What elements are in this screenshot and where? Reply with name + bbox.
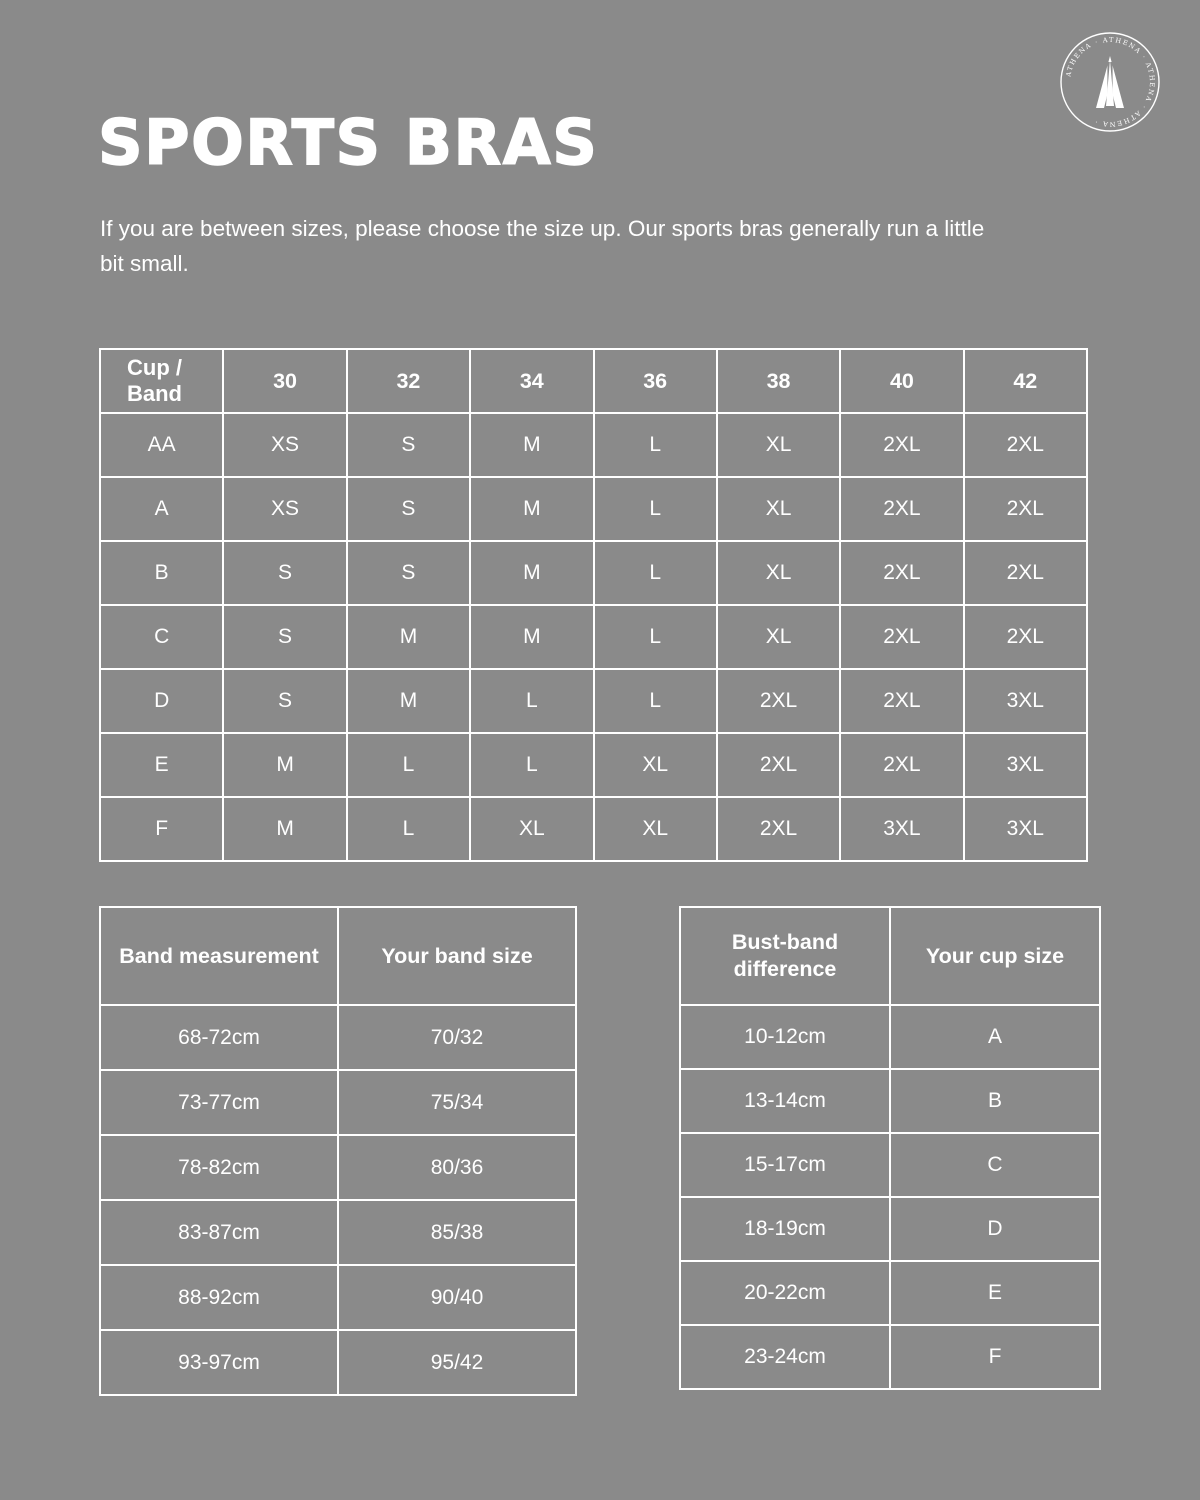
row-header-cup: F [100,797,223,861]
cell: M [470,541,593,605]
table-row [100,1070,576,1135]
cell: L [470,733,593,797]
cell: S [347,477,470,541]
cell: L [470,669,593,733]
table-row [100,541,1087,605]
table-row [680,1133,1100,1197]
cell: XL [717,541,840,605]
cell: 2XL [840,541,963,605]
cell: 2XL [717,669,840,733]
table-row [680,1261,1100,1325]
column-header-36: 36 [594,349,717,413]
cell: 10-12cm [680,1005,890,1069]
svg-text:ATHENA · ATHENA · ATHENA · ATH: ATHENA · ATHENA · ATHENA · ATHENA · [1064,35,1157,129]
cup-size-table [679,906,1101,1390]
column-header-40: 40 [840,349,963,413]
row-header-cup: A [100,477,223,541]
cell: M [347,669,470,733]
cell: XL [717,413,840,477]
table-header-row [100,349,1087,413]
cell: E [890,1261,1100,1325]
cell: C [890,1133,1100,1197]
cell: 2XL [840,413,963,477]
bust-band-difference-header: Bust-band difference [680,907,890,1005]
cell: 2XL [840,477,963,541]
cell: M [347,605,470,669]
cell: S [223,541,346,605]
your-cup-size-header: Your cup size [890,907,1100,1005]
cell: 78-82cm [100,1135,338,1200]
intro-text: If you are between sizes, please choose the size up. Our sports bras generally run a little bit small. [100,216,985,276]
cell: XS [223,413,346,477]
cup-size-container [679,906,1101,1390]
row-header-cup: B [100,541,223,605]
cell: XL [717,605,840,669]
column-header-32: 32 [347,349,470,413]
your-band-size-header: Your band size [338,907,576,1005]
row-header-cup: D [100,669,223,733]
table-row [100,669,1087,733]
table-row [100,477,1087,541]
table-row [100,733,1087,797]
cell: A [890,1005,1100,1069]
table-row [100,1265,576,1330]
size-grid-container [99,348,1088,862]
cell: L [594,669,717,733]
cell: 2XL [840,733,963,797]
cell: M [470,477,593,541]
cell: M [223,733,346,797]
cell: S [223,669,346,733]
band-measurement-header: Band measurement [100,907,338,1005]
athena-monogram-logo [1054,26,1166,138]
row-header-cup: E [100,733,223,797]
cell: XL [594,797,717,861]
cell: XS [223,477,346,541]
table-row [100,605,1087,669]
row-header-cup: C [100,605,223,669]
cell: M [470,413,593,477]
cell: S [347,413,470,477]
cell: B [890,1069,1100,1133]
table-row [100,413,1087,477]
cell: 2XL [717,797,840,861]
cell: 88-92cm [100,1265,338,1330]
table-row [680,1197,1100,1261]
table-row [680,1325,1100,1389]
table-row [100,1135,576,1200]
cell: 93-97cm [100,1330,338,1395]
table-row [680,1069,1100,1133]
cell: 75/34 [338,1070,576,1135]
cell: F [890,1325,1100,1389]
cell: XL [594,733,717,797]
column-header-42: 42 [964,349,1087,413]
table-header-row [100,907,576,1005]
page-title: SPORTS BRAS [98,106,599,179]
cell: XL [470,797,593,861]
cell: 2XL [964,413,1087,477]
cell: 2XL [964,605,1087,669]
cell: 68-72cm [100,1005,338,1070]
cell: L [347,797,470,861]
cell: 2XL [840,669,963,733]
cell: 95/42 [338,1330,576,1395]
cell: L [347,733,470,797]
column-header-30: 30 [223,349,346,413]
table-row [680,1005,1100,1069]
cell: 3XL [964,733,1087,797]
cell: 90/40 [338,1265,576,1330]
cell: 3XL [964,669,1087,733]
cell: L [594,605,717,669]
row-header-cup: AA [100,413,223,477]
size-grid-corner-label: Cup / Band [100,349,223,413]
cell: 2XL [964,477,1087,541]
table-row [100,797,1087,861]
cell: 2XL [964,541,1087,605]
cell: 20-22cm [680,1261,890,1325]
table-row [100,1330,576,1395]
cell: 70/32 [338,1005,576,1070]
cell: 2XL [840,605,963,669]
cell: L [594,477,717,541]
cell: 83-87cm [100,1200,338,1265]
table-row [100,1005,576,1070]
cell: 85/38 [338,1200,576,1265]
cell: S [347,541,470,605]
cell: 23-24cm [680,1325,890,1389]
cell: M [223,797,346,861]
cell: M [470,605,593,669]
cell: 73-77cm [100,1070,338,1135]
band-size-table [99,906,577,1396]
band-size-container [99,906,577,1396]
cup-band-size-table [99,348,1088,862]
column-header-34: 34 [470,349,593,413]
cell: D [890,1197,1100,1261]
cell: 3XL [964,797,1087,861]
cell: 13-14cm [680,1069,890,1133]
column-header-38: 38 [717,349,840,413]
cell: S [223,605,346,669]
cell: XL [717,477,840,541]
cell: 18-19cm [680,1197,890,1261]
table-header-row [680,907,1100,1005]
cell: L [594,541,717,605]
cell: 3XL [840,797,963,861]
table-row [100,1200,576,1265]
cell: L [594,413,717,477]
cell: 2XL [717,733,840,797]
cell: 15-17cm [680,1133,890,1197]
cell: 80/36 [338,1135,576,1200]
